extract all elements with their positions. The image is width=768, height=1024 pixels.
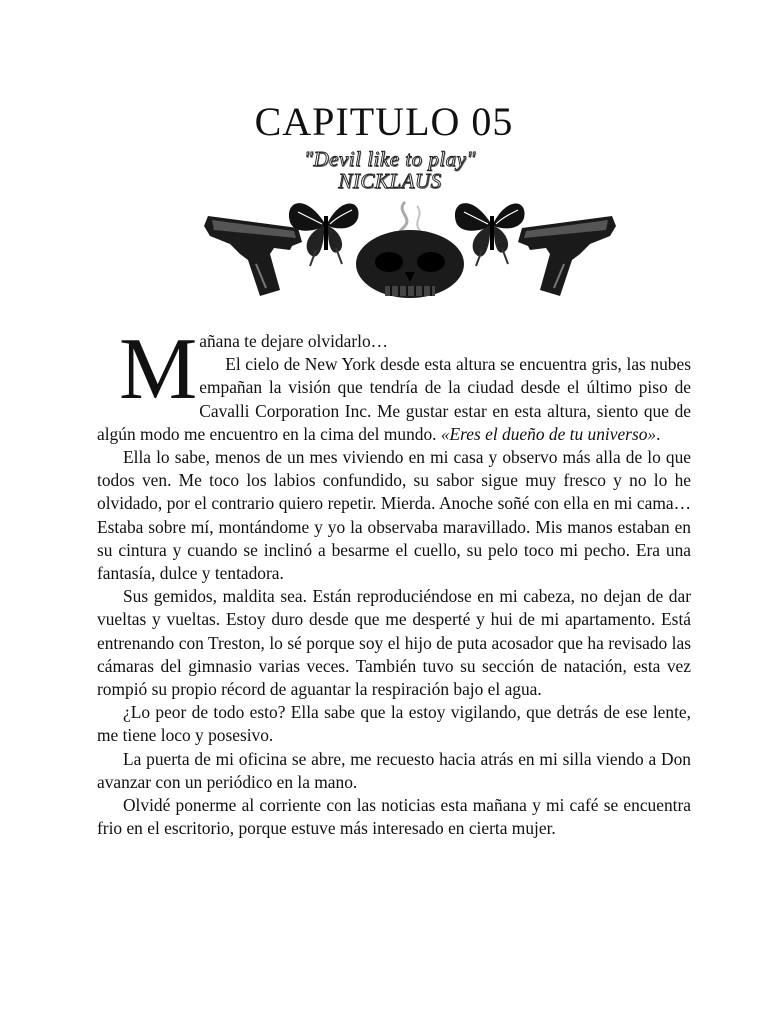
chapter-body	[97, 321, 691, 840]
paragraph-7: Olvidé ponerme al corriente con las noticias esta mañana y mi café se encuentra frio en el escritorio, porque estuve más interesado en cierta mujer.	[97, 795, 691, 839]
chapter-title: CAPITULO 05	[254, 99, 514, 144]
skull-icon	[356, 202, 464, 298]
chapter-ornament	[200, 188, 620, 303]
drop-cap: M	[119, 321, 198, 418]
paragraph-5: ¿Lo peor de todo esto? Ella sabe que la estoy vigilando, que detrás de ese lente, me tiene loco y posesivo.	[97, 702, 691, 746]
pistol-icon	[204, 216, 302, 296]
paragraph-2-end: .	[656, 423, 661, 444]
subtitle-name: NICKLAUS	[338, 169, 442, 193]
paragraph-4: Sus gemidos, maldita sea. Están reproduciéndose en mi cabeza, no dejan de dar vueltas y vueltas. Estoy duro desde que me desperté y hui de mi apartamento. Está entrenando con Treston, lo sé porque soy el hijo de puta acosador que ha revisado las cámaras del gimnasio varias veces. También tuvo su sección de natación, esta vez rompió su propio récord de aguantar la respiración bajo el agua.	[97, 586, 691, 700]
paragraph-3: Ella lo sabe, menos de un mes viviendo en mi casa y observo más alla de lo que todos ven. Me toco los labios confundido, su sabor sigue muy fresco y no lo he olvidado, por el contrario quiero repetir. Mierda. Anoche soñé con ella en mi cama… Estaba sobre mí, montándome y yo la observaba maravillado. Mis manos estaban en su cintura y cuando se inclinó a besarme el cuello, su pelo toco mi pecho. Era una fantasía, dulce y tentadora.	[97, 447, 691, 584]
paragraph-2-text: El cielo de New York desde esta altura se encuentra gris, las nubes empañan la visión que tendría de la ciudad desde el último piso de Cavalli Corporation Inc. Me gustar estar en esta altura, siento que de algún modo me encuentro en la cima del mundo.	[97, 354, 691, 444]
butterfly-icon	[455, 203, 525, 266]
pistol-icon	[518, 216, 616, 296]
paragraph-6: La puerta de mi oficina se abre, me recuesto hacia atrás en mi silla viendo a Don avanzar con un periódico en la mano.	[97, 748, 691, 792]
chapter-subtitle	[0, 148, 768, 192]
paragraph-1-text: añana te dejare olvidarlo…	[199, 331, 389, 351]
subtitle-quote: "Devil like to play"	[304, 147, 476, 171]
paragraph-2-quote: «Eres el dueño de tu universo»	[440, 423, 657, 444]
